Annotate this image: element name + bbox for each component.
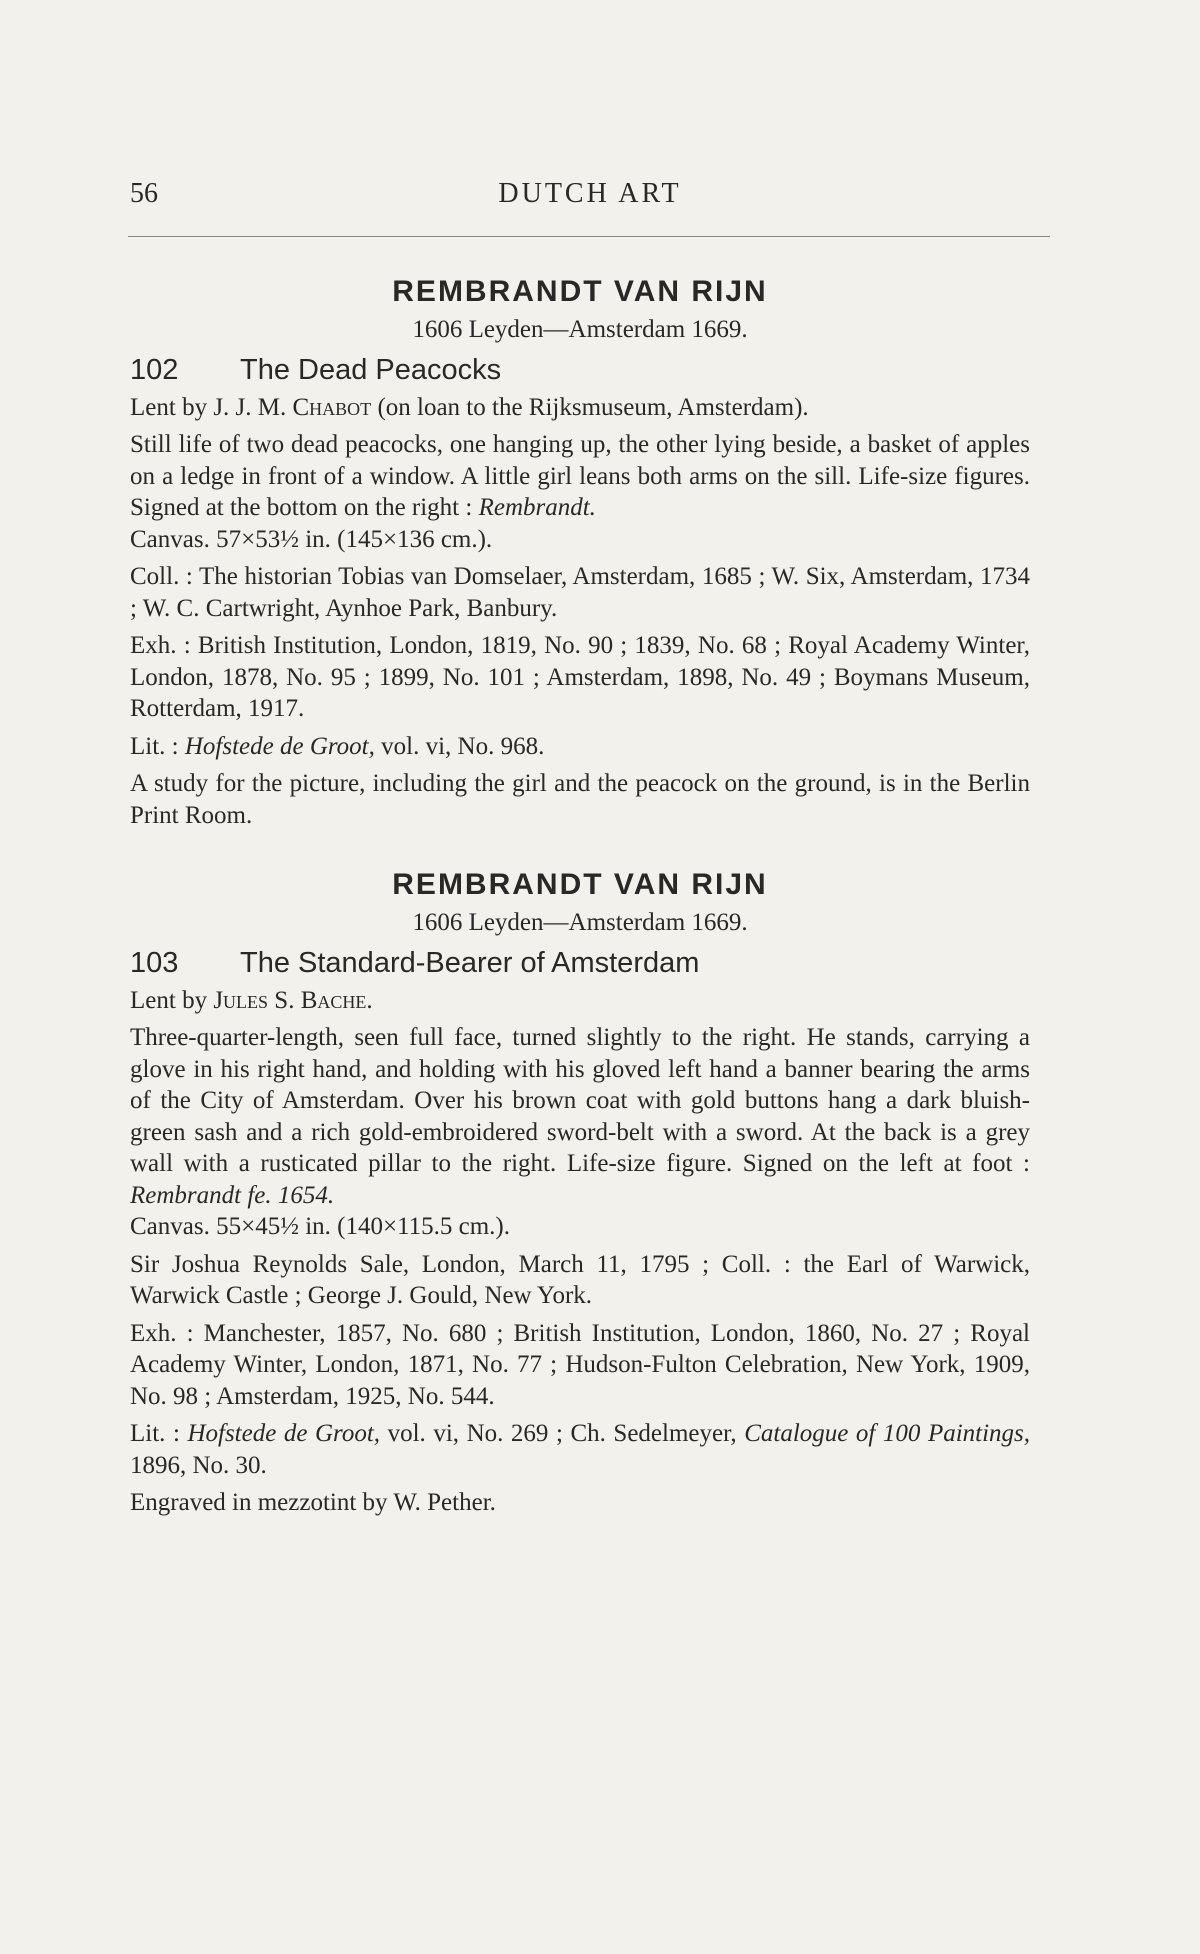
signature: Rembrandt. xyxy=(478,494,596,521)
literature-prefix: Lit. : xyxy=(130,732,179,760)
catalogue-entry xyxy=(130,272,1030,831)
literature xyxy=(130,731,1030,763)
running-head xyxy=(130,178,1050,218)
literature-ref: vol. vi, No. 968. xyxy=(381,732,545,760)
entry-number: 103 xyxy=(130,946,179,979)
description xyxy=(130,1022,1030,1243)
entry-heading xyxy=(130,943,1030,983)
catalogue-content xyxy=(130,272,1030,1525)
header-rule xyxy=(128,236,1050,237)
literature-prefix: Lit. : xyxy=(130,1420,180,1447)
description-text: Three-quarter-length, seen full face, turned slightly to the right. He stands, carrying a glove in his right hand, and holding with his gloved left hand a banner bearing the arms of the City of Amsterdam. Over his brown coat with gold buttons hang a dark bluish-green sash and a rich gold-embroidered sword-belt with a sword. At the back is a grey wall with a rusticated pillar to the right. Life-size figure. Signed on the left at foot : xyxy=(130,1024,1030,1177)
lender-name: Chabot xyxy=(292,393,372,421)
literature xyxy=(130,1418,1030,1481)
description xyxy=(130,429,1030,555)
lender-suffix: (on loan to the Rijksmuseum, Amsterdam). xyxy=(377,393,809,421)
lender-name: Jules S. Bache. xyxy=(213,986,373,1014)
canvas-dimensions: Canvas. 55×45½ in. (140×115.5 cm.). xyxy=(130,1213,511,1240)
catalogue-entry xyxy=(130,865,1030,1519)
artist-heading: REMBRANDT VAN RIJN xyxy=(392,868,768,901)
entry-number: 102 xyxy=(130,353,179,386)
literature-catalogue: Catalogue of 100 Paintings, xyxy=(744,1420,1031,1447)
collection: Coll. : The historian Tobias van Domselaer, Amsterdam, 1685 ; W. Six, Amsterdam, 1734 ; W. C. Cartwright, Aynhoe Park, Banbury. xyxy=(130,563,1030,622)
lender-line xyxy=(130,392,1030,424)
signature: Rembrandt fe. 1654. xyxy=(130,1181,335,1209)
lender-prefix: Lent by xyxy=(130,986,208,1014)
exhibitions: Exh. : British Institution, London, 1819, No. 90 ; 1839, No. 68 ; Royal Academy Winter, London, 1878, No. 95 ; 1899, No. 101 ; Amsterdam, 1898, No. 49 ; Boymans Museum, Rotterdam, 1917. xyxy=(130,632,1030,722)
artist-dates: 1606 Leyden—Amsterdam 1669. xyxy=(412,909,748,936)
literature-author: Hofstede de Groot, xyxy=(187,1420,381,1447)
page-number: 56 xyxy=(130,178,158,209)
literature-author: Hofstede de Groot, xyxy=(184,732,375,760)
entry-heading xyxy=(130,350,1030,390)
canvas-dimensions: Canvas. 57×53½ in. (145×136 cm.). xyxy=(130,525,493,553)
literature-ref: vol. vi, No. 269 ; Ch. Sedelmeyer, xyxy=(387,1420,737,1447)
note: A study for the picture, including the girl and the peacock on the ground, is in the Berlin Print Room. xyxy=(130,770,1030,829)
provenance: Sir Joshua Reynolds Sale, London, March 11, 1795 ; Coll. : the Earl of Warwick, Warwick Castle ; George J. Gould, New York. xyxy=(130,1250,1030,1309)
artist-heading: REMBRANDT VAN RIJN xyxy=(392,275,768,308)
lender-line xyxy=(130,985,1030,1017)
entry-title: The Dead Peacocks xyxy=(240,353,502,386)
description-text: Still life of two dead peacocks, one hanging up, the other lying beside, a basket of apples on a ledge in front of a window. A little girl leans both arms on the sill. Life-size figures. Signed at the bottom on the right : xyxy=(130,431,1030,521)
literature-ref-end: 1896, No. 30. xyxy=(130,1451,267,1479)
artist-dates: 1606 Leyden—Amsterdam 1669. xyxy=(412,316,748,343)
running-title: DUTCH ART xyxy=(498,178,682,209)
exhibitions: Exh. : Manchester, 1857, No. 680 ; British Institution, London, 1860, No. 27 ; Royal Academy Winter, London, 1871, No. 77 ; Hudson-Fulton Celebration, New York, 1909, No. 98 ; Amsterdam, 1925, No. 544. xyxy=(130,1319,1030,1410)
engraved-note: Engraved in mezzotint by W. Pether. xyxy=(130,1489,496,1516)
entry-title: The Standard-Bearer of Amsterdam xyxy=(240,946,700,979)
lender-prefix: Lent by J. J. M. xyxy=(130,393,287,421)
